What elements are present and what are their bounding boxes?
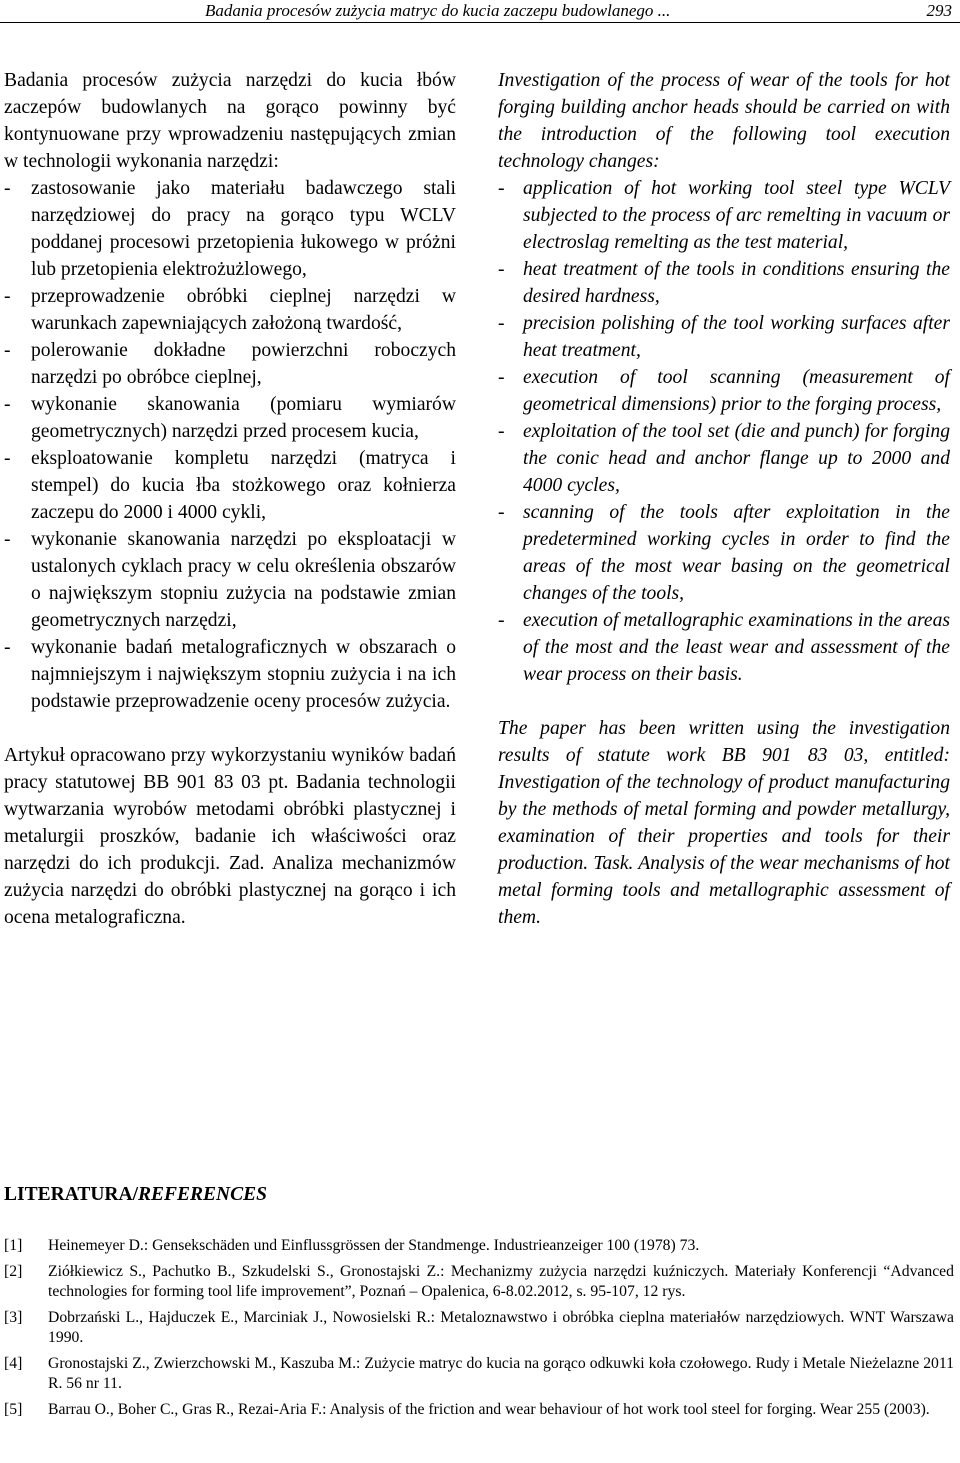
list-item-text: heat treatment of the tools in conditions ensuring the desired hardness, bbox=[523, 259, 950, 307]
list-dash: - bbox=[498, 313, 505, 334]
running-title: Badania procesów zużycia matryc do kucia zaczepu budowlanego ... bbox=[205, 1, 671, 20]
list-item-text: wykonanie skanowania narzędzi po eksploatacji w ustalonych cyklach pracy w celu określenia obszarów o największym stopniu zużycia na podstawie zmian geometrycznych narzędzi, bbox=[31, 529, 456, 631]
reference-number: [2] bbox=[4, 1262, 23, 1280]
page-number: 293 bbox=[926, 1, 952, 20]
list-dash: - bbox=[498, 610, 505, 631]
running-header bbox=[0, 0, 960, 23]
english-acknowledgement: The paper has been written using the investigation results of statute work BB 901 83 03, entitled: Investigation of the technology of product manufacturing by the methods of metal forming and powder metallurgy, examination of their properties and tools for their production. Task. Analysis of the wear mechanisms of hot metal forming tools and metallographic assessment of them. bbox=[498, 718, 950, 928]
list-dash: - bbox=[4, 394, 11, 415]
list-item bbox=[498, 175, 950, 256]
list-item-text: przeprowadzenie obróbki cieplnej narzędzi w warunkach zapewniających założoną twardość, bbox=[31, 286, 456, 334]
list-item bbox=[4, 634, 456, 715]
english-list bbox=[498, 175, 950, 688]
list-item bbox=[498, 256, 950, 310]
list-item-text: execution of tool scanning (measurement of geometrical dimensions) prior to the forging process, bbox=[523, 367, 950, 415]
reference-item bbox=[4, 1236, 954, 1257]
list-dash: - bbox=[4, 286, 11, 307]
polish-column bbox=[4, 67, 456, 931]
list-item bbox=[4, 283, 456, 337]
list-item bbox=[498, 499, 950, 607]
list-dash: - bbox=[4, 178, 11, 199]
list-dash: - bbox=[498, 178, 505, 199]
list-dash: - bbox=[498, 367, 505, 388]
reference-item bbox=[4, 1400, 954, 1421]
list-item-text: eksploatowanie kompletu narzędzi (matryca i stempel) do kucia łba stożkowego oraz kołnierza zaczepu do 2000 i 4000 cykli, bbox=[31, 448, 456, 523]
list-dash: - bbox=[4, 340, 11, 361]
polish-list bbox=[4, 175, 456, 715]
list-dash: - bbox=[4, 448, 11, 469]
reference-number: [5] bbox=[4, 1400, 23, 1418]
list-item-text: zastosowanie jako materiału badawczego stali narzędziowej do pracy na gorąco typu WCLV poddanej procesowi przetopienia łukowego w próżni lub przetopienia elektrożużlowego, bbox=[31, 178, 456, 280]
reference-text: Barrau O., Boher C., Gras R., Rezai-Aria F.: Analysis of the friction and wear behaviour of hot work tool steel for forging. Wear 255 (2003). bbox=[48, 1400, 930, 1418]
polish-acknowledgement: Artykuł opracowano przy wykorzystaniu wyników badań pracy statutowej BB 901 83 03 pt. Badania technologii wytwarzania wyrobów metodami obróbki plastycznej i metalurgii proszków, badanie ich właściwości oraz narzędzi do ich produkcji. Zad. Analiza mechanizmów zużycia narzędzi do obróbki plastycznej na gorąco i ich ocena metalograficzna. bbox=[4, 745, 456, 928]
list-item bbox=[4, 526, 456, 634]
english-intro: Investigation of the process of wear of the tools for hot forging building anchor heads should be carried on with the introduction of the following tool execution technology changes: bbox=[498, 70, 950, 172]
references-heading bbox=[4, 1183, 267, 1207]
list-item bbox=[4, 175, 456, 283]
reference-number: [1] bbox=[4, 1237, 23, 1254]
english-column bbox=[498, 67, 950, 931]
list-item bbox=[498, 607, 950, 688]
list-item-text: exploitation of the tool set (die and punch) for forging the conic head and anchor flange up to 2000 and 4000 cycles, bbox=[523, 421, 950, 496]
list-dash: - bbox=[4, 529, 11, 550]
reference-item bbox=[4, 1308, 954, 1349]
list-item bbox=[4, 445, 456, 526]
list-item-text: wykonanie badań metalograficznych w obszarach o najmniejszym i największym stopniu zużycia i na ich podstawie przeprowadzenie oceny procesów zużycia. bbox=[31, 637, 456, 712]
list-dash: - bbox=[4, 637, 11, 658]
list-item-text: execution of metallographic examinations in the areas of the most and the least wear and assessment of the wear process on their basis. bbox=[523, 610, 950, 685]
list-item bbox=[4, 337, 456, 391]
list-dash: - bbox=[498, 421, 505, 442]
reference-text: Ziółkiewicz S., Pachutko B., Szkudelski S., Gronostajski Z.: Mechanizmy zużycia narzędzi kuźniczych. Materiały Konferencji “Advanced technologies for forming tool life improvement”, Poznań – Opalenica, 6-8.02.2012, s. 95-107, 12 rys. bbox=[48, 1262, 954, 1300]
list-dash: - bbox=[498, 502, 505, 523]
list-item bbox=[498, 310, 950, 364]
list-item bbox=[498, 418, 950, 499]
reference-item bbox=[4, 1354, 954, 1395]
list-item-text: polerowanie dokładne powierzchni roboczych narzędzi po obróbce cieplnej, bbox=[31, 340, 456, 388]
polish-intro: Badania procesów zużycia narzędzi do kucia łbów zaczepów budowlanych na gorąco powinny być kontynuowane przy wprowadzeniu następujących zmian w technologii wykonania narzędzi: bbox=[4, 70, 456, 172]
references-heading-en: REFERENCES bbox=[138, 1184, 267, 1205]
reference-text: Gronostajski Z., Zwierzchowski M., Kaszuba M.: Zużycie matryc do kucia na gorąco odkuwki koła czołowego. Rudy i Metale Nieżelazne 2011 R. 56 nr 11. bbox=[48, 1354, 954, 1392]
reference-item bbox=[4, 1262, 954, 1303]
reference-text: Dobrzański L., Hajduczek E., Marciniak J., Nowosielski R.: Metaloznawstwo i obróbka cieplna materiałów narzędziowych. WNT Warszawa 1990. bbox=[48, 1308, 954, 1346]
reference-number: [4] bbox=[4, 1354, 23, 1372]
references-list bbox=[4, 1236, 954, 1425]
references-heading-pl: LITERATURA/ bbox=[4, 1184, 138, 1205]
reference-text: Heinemeyer D.: Gensekschäden und Einflussgrössen der Standmenge. Industrieanzeiger 100 (1978) 73. bbox=[48, 1237, 700, 1254]
list-item-text: scanning of the tools after exploitation in the predetermined working cycles in order to find the areas of the most wear basing on the geometrical changes of the tools, bbox=[523, 502, 950, 604]
list-item-text: application of hot working tool steel type WCLV subjected to the process of arc remelting in vacuum or electroslag remelting as the test material, bbox=[523, 178, 950, 253]
list-dash: - bbox=[498, 259, 505, 280]
list-item-text: precision polishing of the tool working surfaces after heat treatment, bbox=[523, 313, 950, 361]
list-item-text: wykonanie skanowania (pomiaru wymiarów geometrycznych) narzędzi przed procesem kucia, bbox=[31, 394, 456, 442]
list-item bbox=[498, 364, 950, 418]
list-item bbox=[4, 391, 456, 445]
reference-number: [3] bbox=[4, 1308, 23, 1326]
